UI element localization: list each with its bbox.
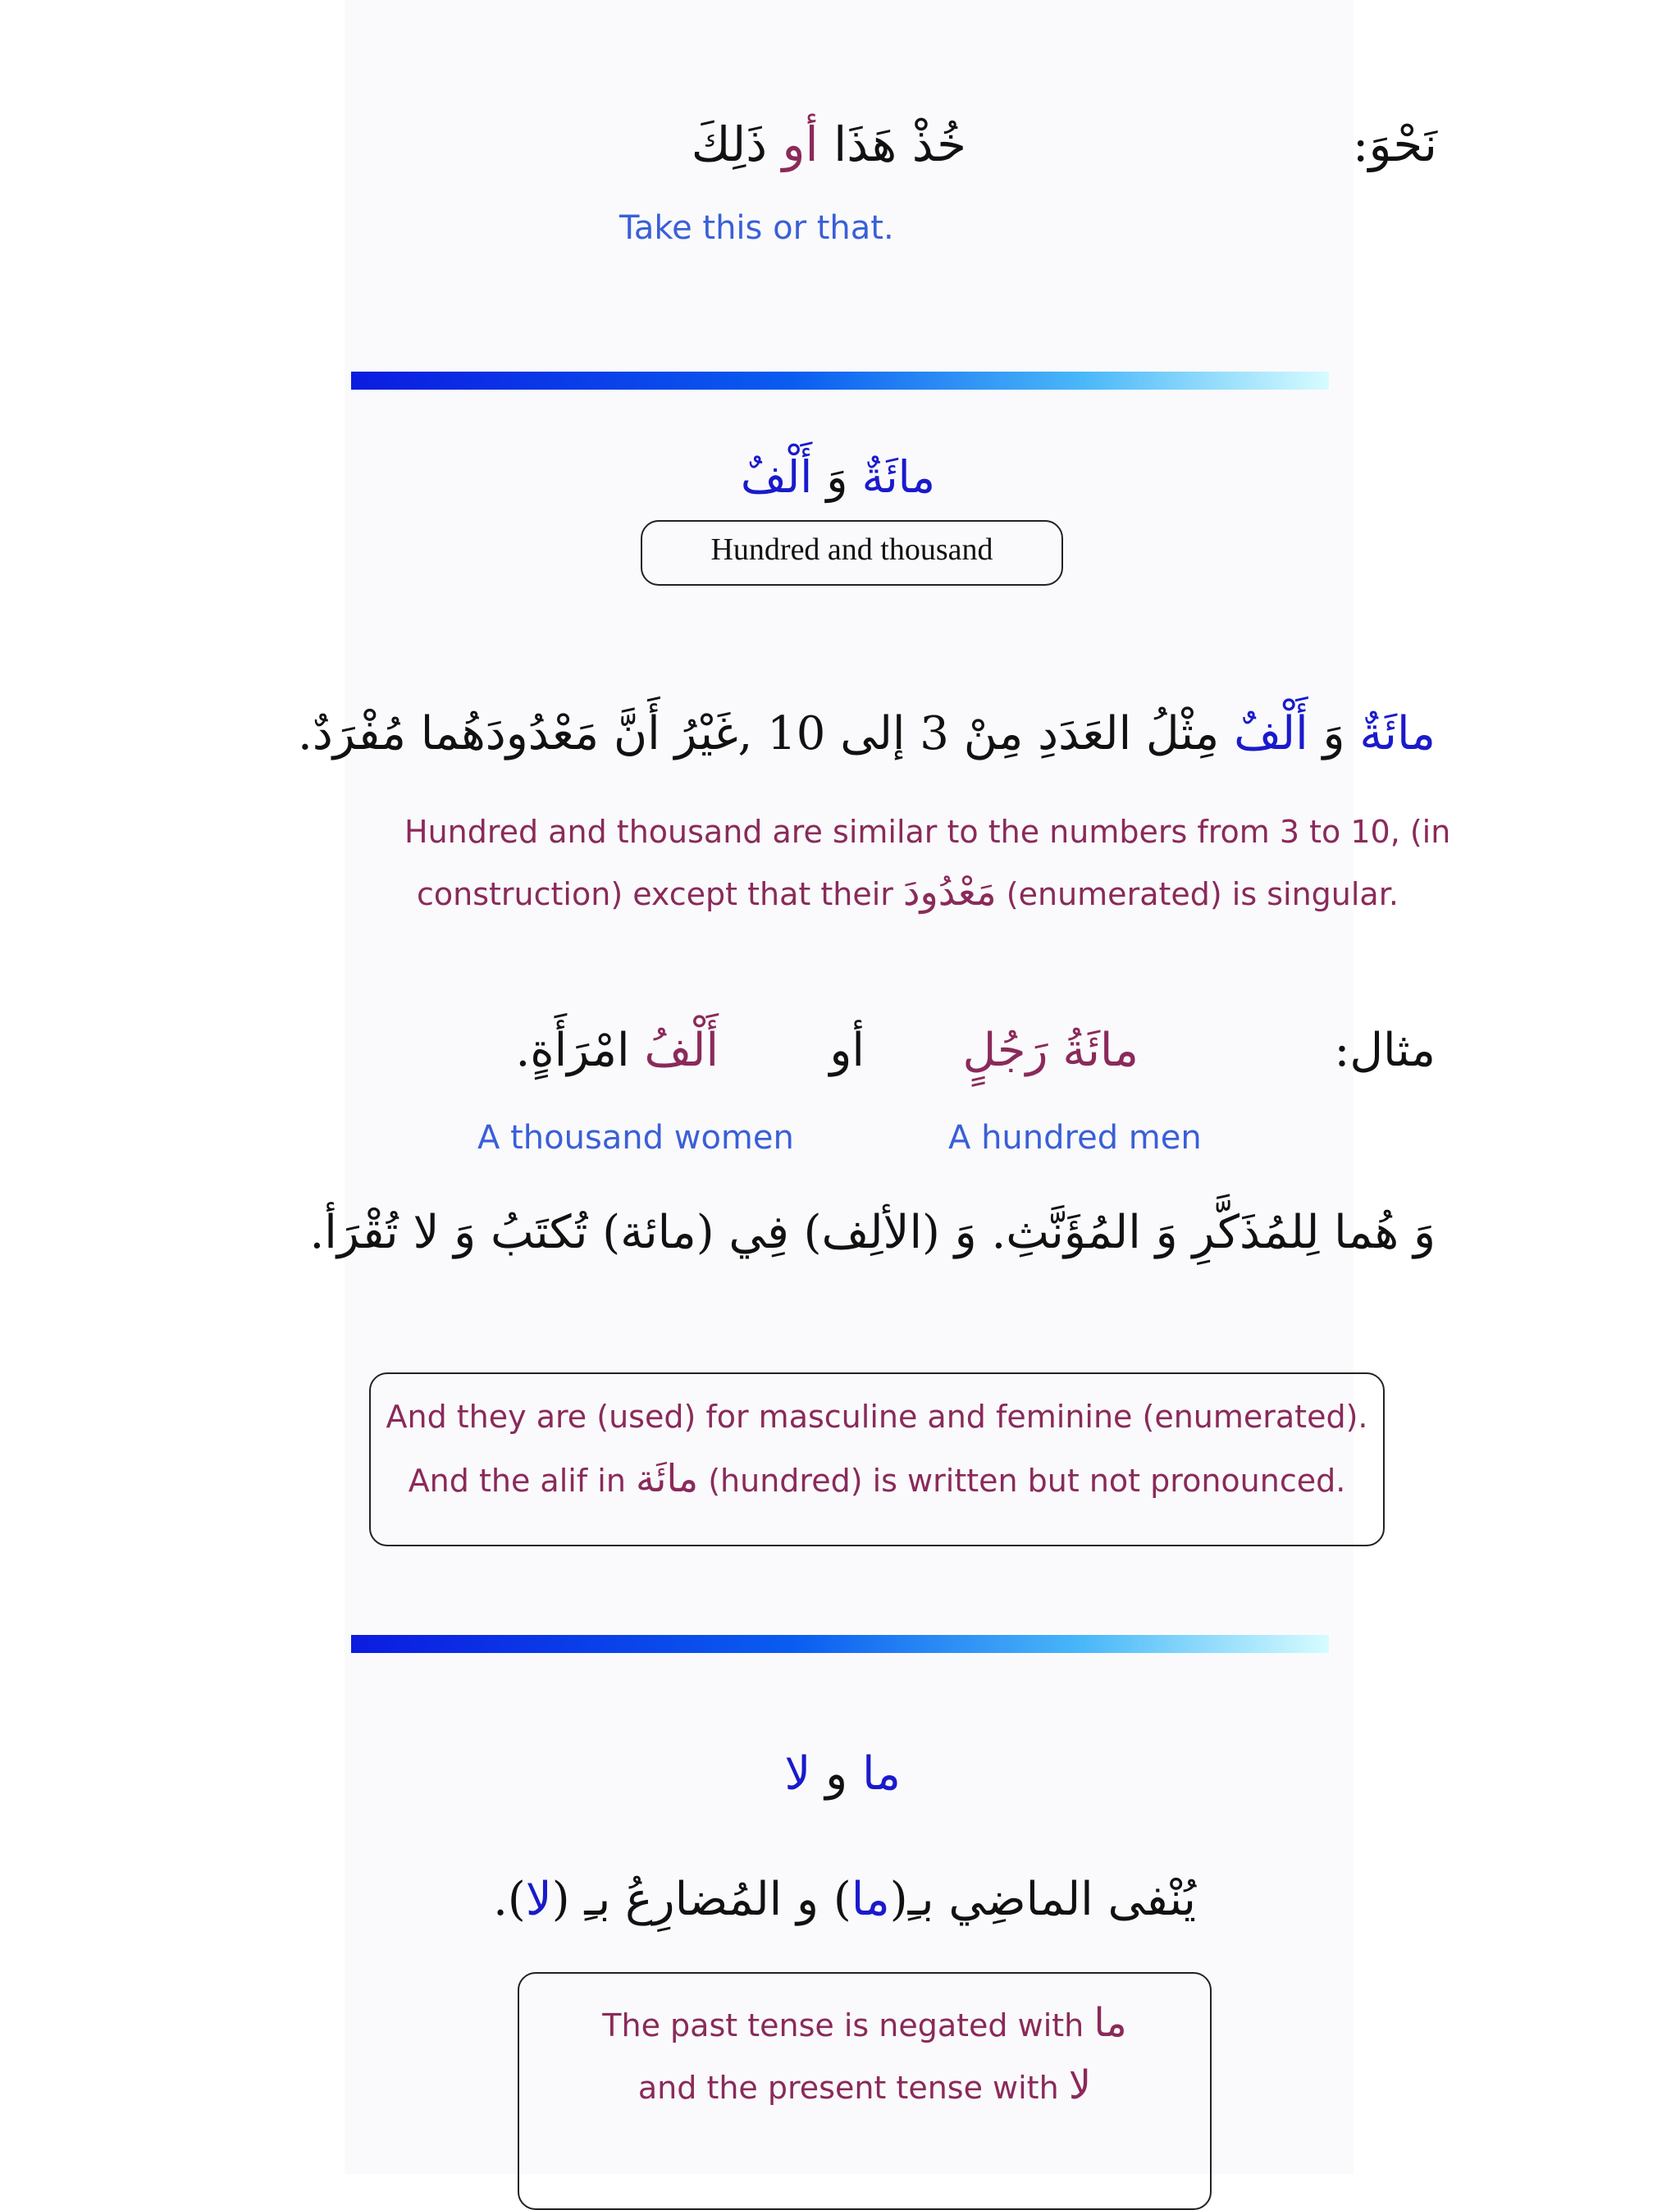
rule-rest: مِثْلُ العَدَدِ مِنْ 3 إلى 10 ,غَيْرُ أَنَّ مَعْدُودَهُما مُفْرَدٌ. bbox=[298, 707, 1220, 760]
negation-translation-line1 bbox=[518, 2000, 1212, 2046]
negation-translation-ma: ما bbox=[1093, 2000, 1127, 2046]
example-women: امْرَأَةٍ. bbox=[515, 1024, 630, 1077]
negation-rule-la: لا bbox=[525, 1873, 552, 1926]
negation-rule-c: ). bbox=[493, 1873, 526, 1926]
rule-and: وَ bbox=[1322, 707, 1345, 760]
example-part-or: أو bbox=[782, 116, 819, 172]
negation-title-la: لا bbox=[784, 1747, 811, 1801]
negation-translation-a: The past tense is negated with bbox=[602, 2007, 1084, 2043]
negation-title-and: و bbox=[825, 1747, 848, 1801]
example-hundred-men: مائَةُ رَجُلٍ bbox=[962, 1024, 1139, 1077]
example-hundred-men-translation: A hundred men bbox=[948, 1119, 1202, 1157]
rule-sentence bbox=[298, 707, 1436, 760]
usage-translation-arabic: مائَة bbox=[636, 1456, 699, 1500]
rule-translation-line2 bbox=[417, 870, 1399, 914]
rule-translation-line1: Hundred and thousand are similar to the numbers from 3 to 10, (in bbox=[404, 814, 1451, 850]
negation-rule-b: ) و المُضارِعُ بـِ ( bbox=[551, 1873, 851, 1926]
negation-title bbox=[784, 1747, 901, 1801]
example-label: مثال: bbox=[1334, 1024, 1436, 1077]
rule-hundred: مائَةٌ bbox=[1359, 707, 1436, 760]
negation-title-ma: ما bbox=[861, 1747, 901, 1801]
section-title-english: Hundred and thousand bbox=[710, 532, 993, 567]
negation-rule-ma: ما bbox=[851, 1873, 890, 1926]
title-and: وَ bbox=[826, 451, 848, 503]
rule-translation-a: construction) except that their bbox=[417, 876, 893, 912]
divider-bar-2 bbox=[351, 1635, 1329, 1653]
example-part-a: خُذْ هَذَا bbox=[833, 116, 966, 172]
negation-rule-a: يُنْفى الماضِي بـِ( bbox=[889, 1873, 1196, 1926]
example-lead: نَحْوَ: bbox=[1352, 116, 1437, 172]
negation-rule bbox=[493, 1873, 1196, 1926]
section-title-arabic bbox=[741, 451, 935, 503]
example-part-b: ذَلِكَ bbox=[691, 116, 768, 172]
usage-translation-a: And the alif in bbox=[408, 1463, 626, 1499]
usage-translation-b: (hundred) is written but not pronounced. bbox=[708, 1463, 1346, 1499]
example-thousand-women-translation: A thousand women bbox=[477, 1119, 794, 1157]
example-translation: Take this or that. bbox=[619, 209, 894, 247]
usage-translation-line2 bbox=[369, 1456, 1385, 1500]
example-thousand: أَلْفُ bbox=[644, 1024, 719, 1077]
example-thousand-women bbox=[515, 1024, 719, 1077]
rule-translation-b: (enumerated) is singular. bbox=[1006, 876, 1399, 912]
negation-translation-b: and the present tense with bbox=[637, 2070, 1059, 2106]
divider-bar bbox=[351, 372, 1329, 390]
rule-thousand: أَلْفٌ bbox=[1234, 707, 1308, 760]
title-thousand: أَلْفٌ bbox=[740, 451, 813, 503]
example-sentence bbox=[692, 116, 966, 172]
rule-translation-arabic: مَعْدُودَ bbox=[903, 870, 997, 914]
usage-sentence: وَ هُما لِلمُذَكَّرِ وَ المُؤَنَّثِ. وَ (الألِف) فِي (مائة) تُكتَبُ وَ لا تُقْرَأ. bbox=[309, 1206, 1436, 1259]
usage-translation-line1: And they are (used) for masculine and feminine (enumerated). bbox=[386, 1399, 1368, 1435]
title-hundred: مائَةٌ bbox=[861, 451, 935, 503]
content-panel bbox=[345, 0, 1354, 2174]
negation-translation-line2 bbox=[518, 2062, 1212, 2108]
example-or: أو bbox=[829, 1024, 865, 1077]
negation-translation-la: لا bbox=[1068, 2062, 1092, 2108]
